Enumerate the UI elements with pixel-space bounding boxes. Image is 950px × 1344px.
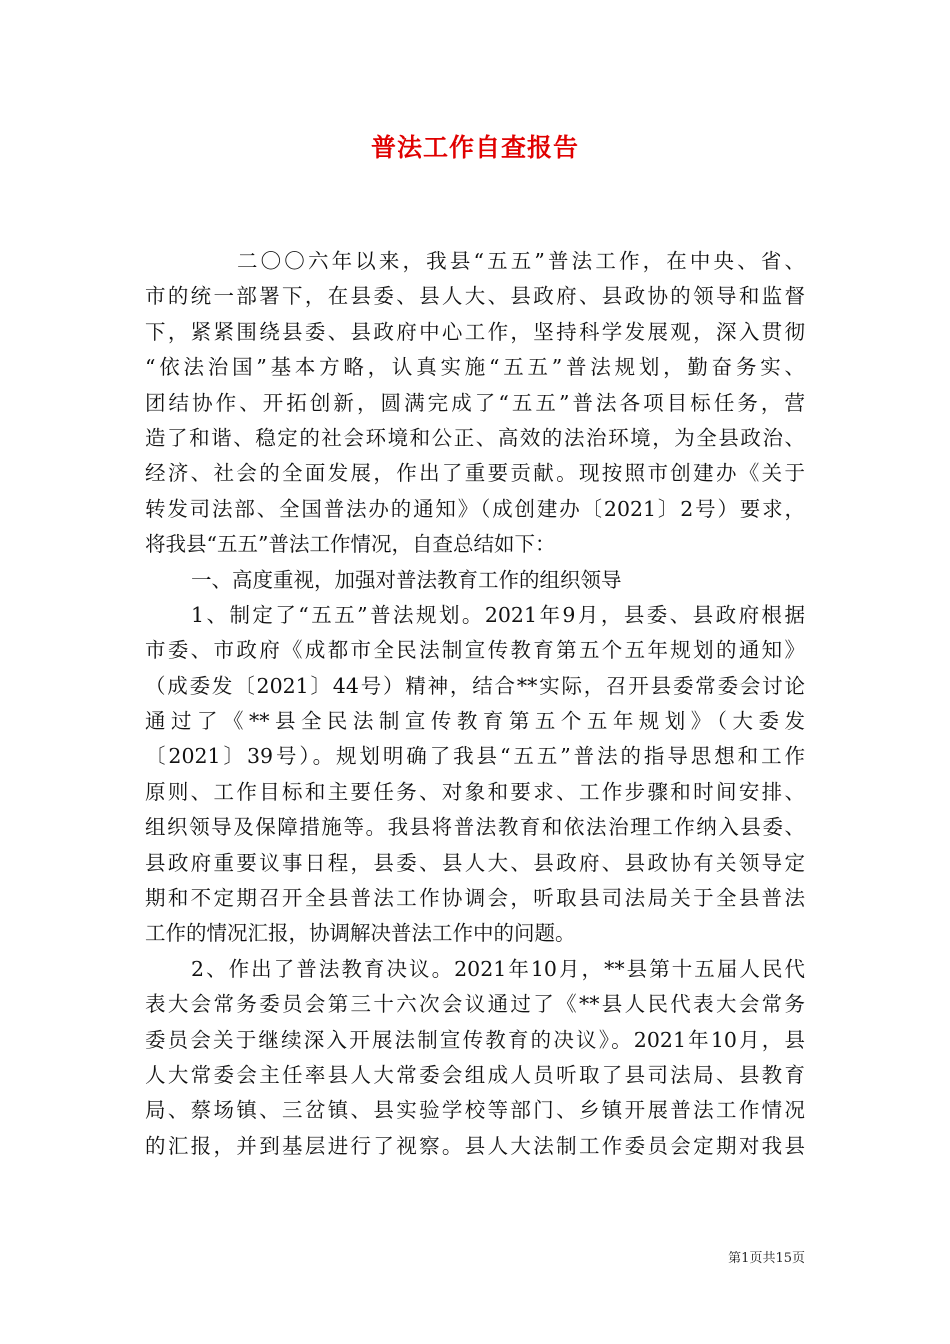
text-line: 人大常委会主任率县人大常委会组成人员听取了县司法局、县教育: [145, 1062, 805, 1087]
text-line: 经济、社会的全面发展，作出了重要贡献。现按照市创建办《关于: [145, 461, 805, 486]
text-line: （成委发〔2021〕44号）精神，结合**实际，召开县委常委会讨论: [145, 673, 805, 698]
text-line: 造了和谐、稳定的社会环境和公正、高效的法治环境，为全县政治、: [145, 425, 805, 450]
text-line: 工作的情况汇报，协调解决普法工作中的问题。: [145, 921, 576, 946]
text-line: 将我县“五五”普法工作情况，自查总结如下：: [145, 532, 556, 557]
document-title: 普法工作自查报告: [370, 133, 579, 162]
text-line: 1、制定了“五五”普法规划。2021年9月，县委、县政府根据: [191, 602, 805, 627]
text-line: 期和不定期召开全县普法工作协调会，听取县司法局关于全县普法: [145, 886, 805, 911]
text-line: 组织领导及保障措施等。我县将普法教育和依法治理工作纳入县委、: [145, 815, 805, 840]
text-line: 通过了《**县全民法制宣传教育第五个五年规划》（大委发: [145, 709, 805, 734]
text-line: 原则、工作目标和主要任务、对象和要求、工作步骤和时间安排、: [145, 779, 805, 804]
text-line: 委员会关于继续深入开展法制宣传教育的决议》。2021年10月，县: [145, 1027, 805, 1052]
text-line: 的汇报，并到基层进行了视察。县人大法制工作委员会定期对我县: [145, 1133, 805, 1158]
text-line: “依法治国”基本方略，认真实施“五五”普法规划，勤奋务实、: [145, 355, 805, 380]
text-line: 转发司法部、全国普法办的通知》（成创建办〔2021〕2号）要求，: [145, 496, 805, 521]
text-line: 县政府重要议事日程，县委、县人大、县政府、县政协有关领导定: [145, 850, 805, 875]
text-line: 市委、市政府《成都市全民法制宣传教育第五个五年规划的通知》: [145, 638, 805, 663]
text-line: 二〇〇六年以来，我县“五五”普法工作，在中央、省、: [237, 249, 805, 273]
text-line: 〔2021〕39号）。规划明确了我县“五五”普法的指导思想和工作: [145, 744, 805, 769]
text-line: 市的统一部署下，在县委、县人大、县政府、县政协的领导和监督: [145, 284, 805, 309]
page-number: 第1页共15页: [728, 1251, 805, 1266]
text-line: 局、蔡场镇、三岔镇、县实验学校等部门、乡镇开展普法工作情况: [145, 1098, 805, 1123]
text-line: 团结协作、开拓创新，圆满完成了“五五”普法各项目标任务，营: [145, 390, 805, 415]
document-body: [145, 244, 805, 1164]
text-line: 一、高度重视，加强对普法教育工作的组织领导: [191, 567, 622, 592]
text-line: 2、作出了普法教育决议。2021年10月，**县第十五届人民代: [191, 956, 805, 981]
text-line: 表大会常务委员会第三十六次会议通过了《**县人民代表大会常务: [145, 992, 805, 1017]
text-line: 下，紧紧围绕县委、县政府中心工作，坚持科学发展观，深入贯彻: [145, 319, 805, 344]
